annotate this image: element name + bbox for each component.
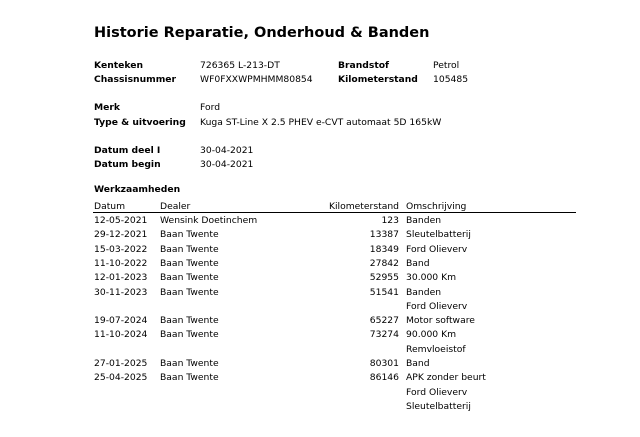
row-dealer: Baan Twente bbox=[160, 372, 219, 383]
werkzaamheden-heading: Werkzaamheden bbox=[94, 184, 181, 195]
col-header-dealer: Dealer bbox=[160, 201, 191, 212]
row-dealer: Baan Twente bbox=[160, 358, 219, 369]
datum-deel1-value: 30-04-2021 bbox=[200, 145, 254, 156]
row-dealer: Baan Twente bbox=[160, 244, 219, 255]
kilometerstand-label: Kilometerstand bbox=[338, 74, 418, 85]
row-omschrijving: Motor software bbox=[406, 315, 475, 326]
row-omschrijving: Sleutelbatterij bbox=[406, 229, 471, 240]
row-kilometerstand: 73274 bbox=[369, 329, 399, 340]
kenteken-value: 726365 L-213-DT bbox=[200, 60, 280, 71]
col-header-omschrijving: Omschrijving bbox=[406, 201, 467, 212]
row-datum: 15-03-2022 bbox=[94, 244, 148, 255]
row-omschrijving: Remvloeistof bbox=[406, 344, 466, 355]
row-omschrijving: APK zonder beurt bbox=[406, 372, 486, 383]
row-omschrijving: Ford Olieverv bbox=[406, 301, 468, 312]
row-kilometerstand: 80301 bbox=[369, 358, 399, 369]
row-datum: 11-10-2024 bbox=[94, 329, 148, 340]
datum-deel1-label: Datum deel I bbox=[94, 145, 161, 156]
row-kilometerstand: 52955 bbox=[369, 272, 399, 283]
row-omschrijving: 90.000 Km bbox=[406, 329, 457, 340]
kilometerstand-value: 105485 bbox=[433, 74, 469, 85]
row-dealer: Baan Twente bbox=[160, 229, 219, 240]
row-datum: 27-01-2025 bbox=[94, 358, 148, 369]
row-kilometerstand: 13387 bbox=[369, 229, 399, 240]
row-dealer: Baan Twente bbox=[160, 258, 219, 269]
row-datum: 12-05-2021 bbox=[94, 215, 148, 226]
row-kilometerstand: 18349 bbox=[369, 244, 399, 255]
row-kilometerstand: 27842 bbox=[369, 258, 399, 269]
row-omschrijving: Banden bbox=[406, 287, 442, 298]
type-label: Type & uitvoering bbox=[94, 117, 186, 128]
row-datum: 19-07-2024 bbox=[94, 315, 148, 326]
col-header-datum: Datum bbox=[94, 201, 126, 212]
row-omschrijving: Ford Olieverv bbox=[406, 387, 468, 398]
row-omschrijving: Sleutelbatterij bbox=[406, 401, 471, 412]
row-dealer: Baan Twente bbox=[160, 329, 219, 340]
row-kilometerstand: 123 bbox=[381, 215, 399, 226]
row-omschrijving: Ford Olieverv bbox=[406, 244, 468, 255]
datum-begin-label: Datum begin bbox=[94, 159, 161, 170]
row-kilometerstand: 65227 bbox=[369, 315, 399, 326]
row-kilometerstand: 86146 bbox=[369, 372, 399, 383]
table-header-rule bbox=[93, 212, 576, 213]
row-datum: 12-01-2023 bbox=[94, 272, 148, 283]
row-datum: 29-12-2021 bbox=[94, 229, 148, 240]
row-kilometerstand: 51541 bbox=[369, 287, 399, 298]
merk-value: Ford bbox=[200, 102, 221, 113]
row-datum: 30-11-2023 bbox=[94, 287, 148, 298]
merk-label: Merk bbox=[94, 102, 121, 113]
row-omschrijving: Band bbox=[406, 358, 430, 369]
row-dealer: Baan Twente bbox=[160, 287, 219, 298]
row-omschrijving: 30.000 Km bbox=[406, 272, 457, 283]
type-value: Kuga ST-Line X 2.5 PHEV e-CVT automaat 5D 165kW bbox=[200, 117, 442, 128]
datum-begin-value: 30-04-2021 bbox=[200, 159, 254, 170]
row-omschrijving: Band bbox=[406, 258, 430, 269]
brandstof-label: Brandstof bbox=[338, 60, 390, 71]
page-title: Historie Reparatie, Onderhoud & Banden bbox=[94, 25, 430, 41]
row-dealer: Baan Twente bbox=[160, 315, 219, 326]
row-dealer: Wensink Doetinchem bbox=[160, 215, 258, 226]
row-datum: 11-10-2022 bbox=[94, 258, 148, 269]
chassisnummer-value: WF0FXXWPMHMM80854 bbox=[200, 74, 313, 85]
chassisnummer-label: Chassisnummer bbox=[94, 74, 177, 85]
brandstof-value: Petrol bbox=[433, 60, 460, 71]
row-omschrijving: Banden bbox=[406, 215, 442, 226]
kenteken-label: Kenteken bbox=[94, 60, 143, 71]
row-datum: 25-04-2025 bbox=[94, 372, 148, 383]
col-header-kilometerstand: Kilometerstand bbox=[328, 201, 399, 212]
row-dealer: Baan Twente bbox=[160, 272, 219, 283]
